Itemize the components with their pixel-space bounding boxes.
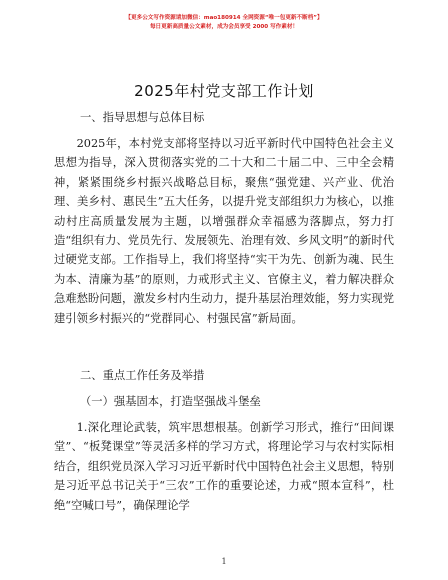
document-title: 2025年村党支部工作计划 (134, 82, 314, 100)
section2-paragraph: 1.深化理论武装，筑牢思想根基。创新学习形式，推行“田间课堂”、“板凳课堂”等灵活多样的学习方式，将理论学习与农村实际相结合，组织党员深入学习习近平新时代中国特色社会主义思想，特别是习近平总书记关于“三农”工作的重要论述，力戒“照本宣科”，杜绝“空喊口号”，确保理论学 (54, 421, 394, 512)
promo-banner-line2: 每日更新高质量公文素材，成为会员享受 2000 写作素材！ (149, 24, 299, 30)
section1-heading: 一、指导思想与总体目标 (80, 111, 205, 124)
section1-paragraph: 2025年，本村党支部将坚持以习近平新时代中国特色社会主义思想为指导，深入贯彻落实党的二十大和二十届二中、三中全会精神，紧紧围绕乡村振兴战略总目标，聚焦“强党建、兴产业、优治理、美乡村、惠民生”五大任务，以提升党支部组织力为核心，以推动村庄高质量发展为主题，以增强群众幸福感为落脚点，努力打造“组织有力、党员先行、发展领先、治理有效、乡风文明”的新时代过硬党支部。工作指导上，我们将坚持“实干为先、创新为魂、民生为本、清廉为基”的原则，力戒形式主义、官僚主义，着力解决群众急难愁盼问题，激发乡村内生动力，提升基层治理效能，努力实现党建引领乡村振兴的“党群同心、村强民富”新局面。 (54, 137, 394, 325)
promo-banner-line1: 【更多公文写作资源请加微信：mao180914 全网资源“唯一包更新不断档”】 (125, 15, 323, 21)
page-number: 1 (221, 557, 227, 566)
section2-heading: 二、重点工作任务及举措 (80, 369, 205, 382)
promo-banner (0, 14, 448, 32)
section2-subheading: （一）强基固本，打造坚强战斗堡垒 (80, 395, 261, 408)
